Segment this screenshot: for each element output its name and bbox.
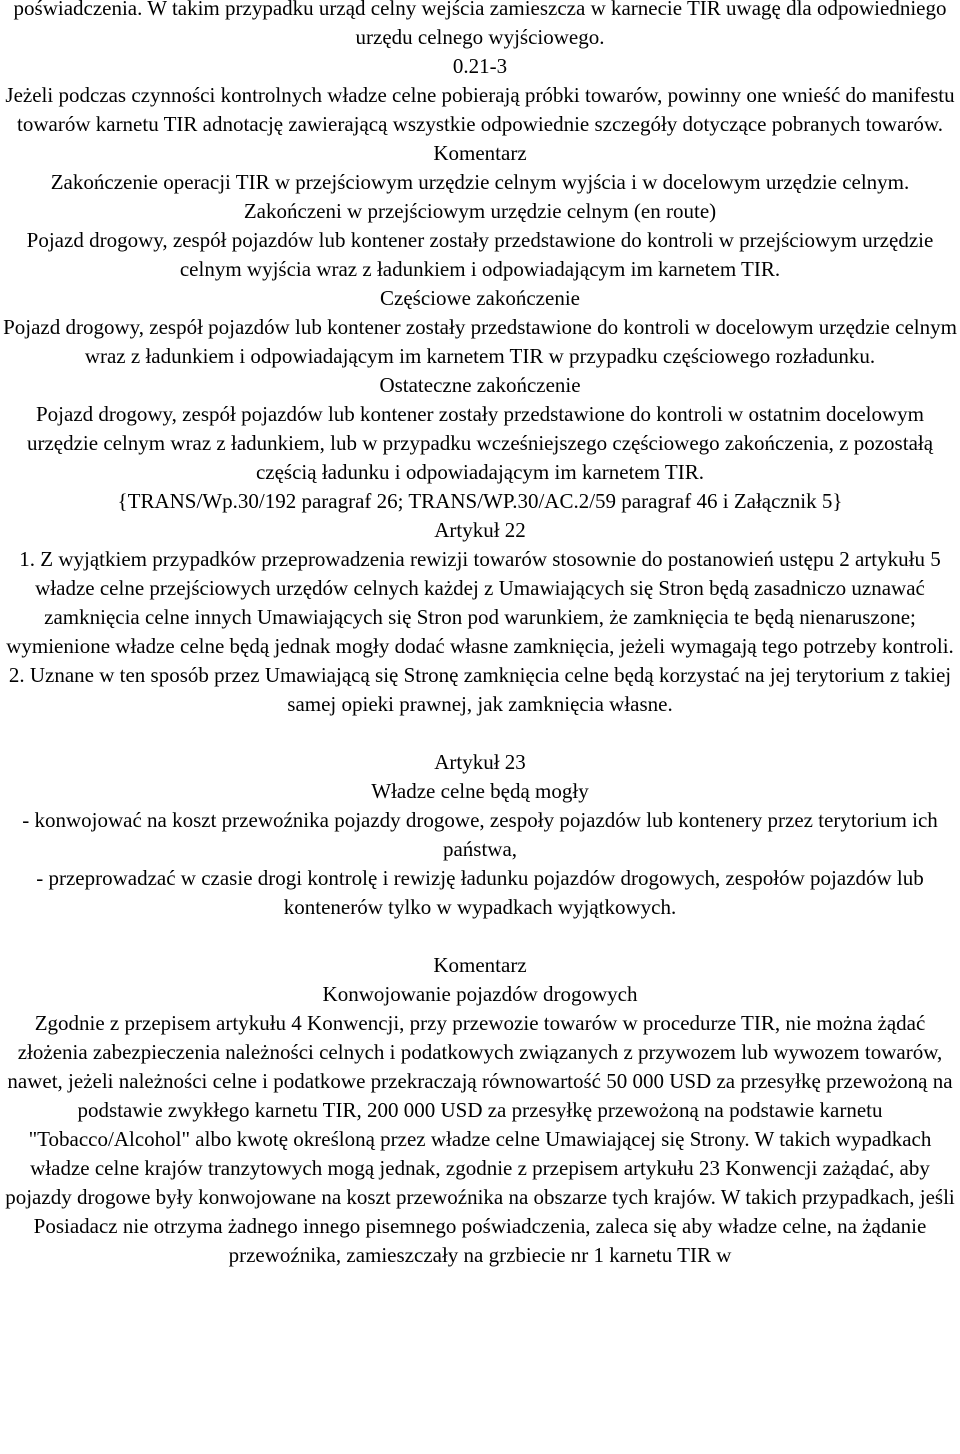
paragraph: Zgodnie z przepisem artykułu 4 Konwencji, przy przewozie towarów w procedurze TIR, nie można żądać złożenia zabezpieczenia należności celnych i podatkowych związanych z przywozem lub wywozem towarów, nawet, jeżeli należności celne i podatkowe przekraczają równowartość 50 000 USD za przesyłkę przewożoną na podstawie zwykłego karnetu TIR, 200 000 USD za przesyłkę przewożoną na podstawie karnetu "Tobacco/Alcohol" albo kwotę określoną przez władze celne Umawiającej się Strony. W takich wypadkach władze celne krajów tranzytowych mogą jednak, zgodnie z przepisem artykułu 23 Konwencji zażądać, aby pojazdy drogowe były konwojowane na koszt przewoźnika na obszarze tych krajów. W takich przypadkach, jeśli Posiadacz nie otrzyma żadnego innego pisemnego poświadczenia, zaleca się aby władze celne, na żądanie przewoźnika, zamieszczały na grzbiecie nr 1 karnetu TIR w [5,1011,955,1267]
paragraph: Pojazd drogowy, zespół pojazdów lub kontener zostały przedstawione do kontroli w przejściowym urzędzie celnym wyjścia wraz z ładunkiem i odpowiadającym im karnetem TIR. [26,228,934,281]
blank-line [0,719,960,748]
heading-comment: Komentarz [433,953,527,977]
paragraph: Władze celne będą mogły [371,779,589,803]
subheading: Częściowe zakończenie [380,286,580,310]
paragraph: 2. Uznane w ten sposób przez Umawiającą się Stronę zamknięcia celne będą korzystać na jej terytorium z takiej samej opieki prawnej, jak zamknięcia własne. [8,663,952,716]
heading-comment: Komentarz [433,141,527,165]
article-heading: Artykuł 22 [434,518,526,542]
paragraph: Zakończenie operacji TIR w przejściowym urzędzie celnym wyjścia i w docelowym urzędzie celnym. [50,170,910,194]
list-item: - przeprowadzać w czasie drogi kontrolę i rewizję ładunku pojazdów drogowych, zespołów pojazdów lub kontenerów tylko w wypadkach wyjątkowych. [36,866,924,919]
subheading: Ostateczne zakończenie [379,373,581,397]
list-item: - konwojować na koszt przewoźnika pojazdy drogowe, zespoły pojazdów lub kontenery przez terytorium ich państwa, [22,808,938,861]
section-number: 0.21-3 [452,54,508,78]
paragraph: Pojazd drogowy, zespół pojazdów lub kontener zostały przedstawione do kontroli w ostatnim docelowym urzędzie celnym wraz z ładunkiem, lub w przypadku wcześniejszego częściowego zakończenia, z pozostałą częścią ładunku i odpowiadającym im karnetem TIR. [26,402,934,484]
paragraph: Pojazd drogowy, zespół pojazdów lub kontener zostały przedstawione do kontroli w docelowym urzędzie celnym wraz z ładunkiem i odpowiadającym im karnetem TIR w przypadku częściowego rozładunku. [3,315,957,368]
subheading: Zakończeni w przejściowym urzędzie celnym (en route) [243,199,717,223]
blank-line [0,922,960,951]
paragraph-continuation: poświadczenia. W takim przypadku urząd celny wejścia zamieszcza w karnecie TIR uwagę dla odpowiedniego urzędu celnego wyjściowego. [13,0,947,49]
subheading: Konwojowanie pojazdów drogowych [322,982,638,1006]
article-heading: Artykuł 23 [434,750,526,774]
paragraph: 1. Z wyjątkiem przypadków przeprowadzenia rewizji towarów stosownie do postanowień ustępu 2 artykułu 5 władze celne przejściowych urzędów celnych każdej z Umawiających się Stron będą zasadniczo uznawać zamknięcia celne innych Umawiających się Stron pod warunkiem, że zamknięcia te będą nienaruszone; wymienione władze celne będą jednak mogły dodać własne zamknięcia, jeżeli wymagają tego potrzeby kontroli. [6,547,954,658]
paragraph: Jeżeli podczas czynności kontrolnych władze celne pobierają próbki towarów, powinny one wnieść do manifestu towarów karnetu TIR adnotację zawierającą wszystkie odpowiednie szczegóły dotyczące pobranych towarów. [5,83,955,136]
reference-note: {TRANS/Wp.30/192 paragraf 26; TRANS/WP.30/AC.2/59 paragraf 46 i Załącznik 5} [117,489,843,513]
